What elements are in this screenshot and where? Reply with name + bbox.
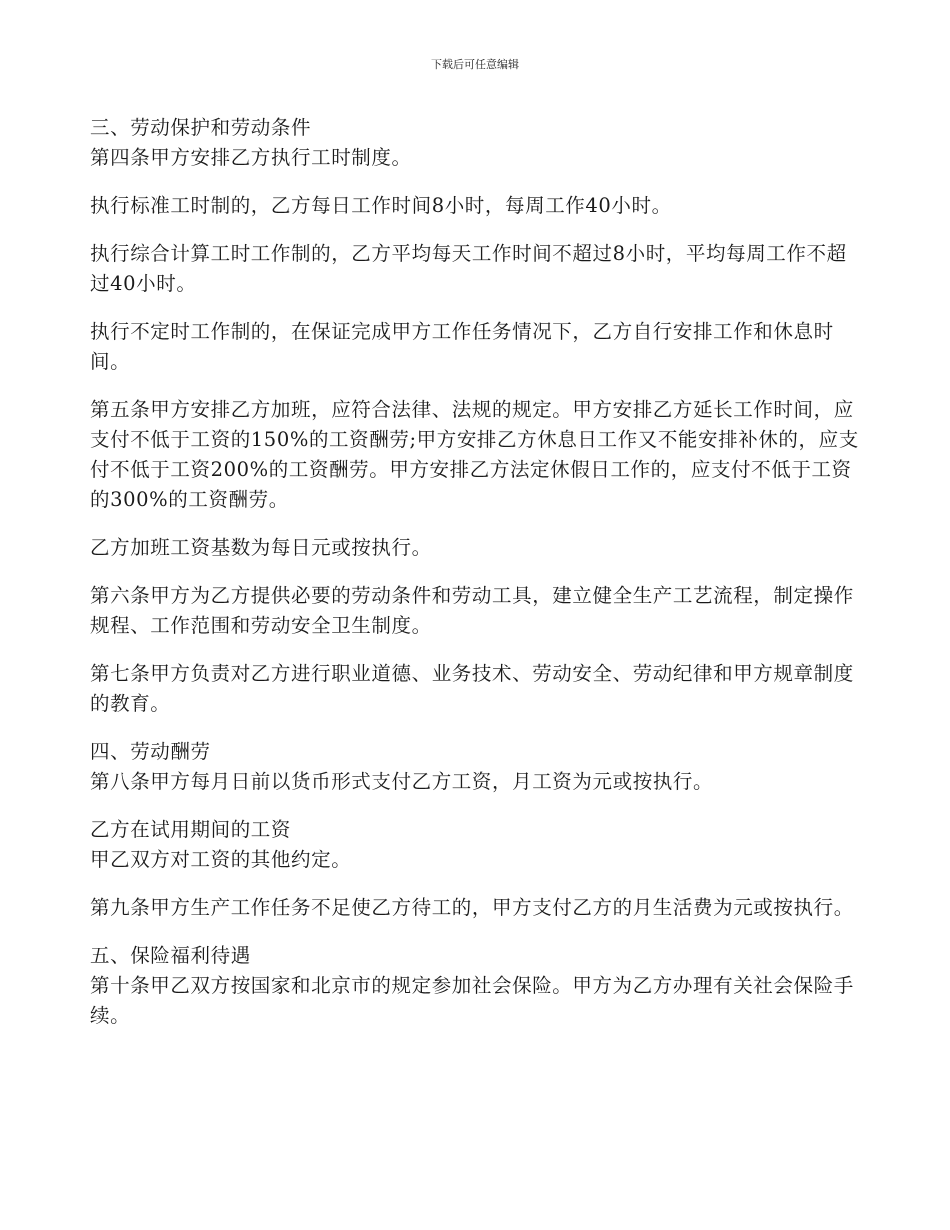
article-7: 第七条甲方负责对乙方进行职业道德、业务技术、劳动安全、劳动纪律和甲方规章制度的教育。 [90, 662, 854, 715]
document-body [90, 113, 862, 1049]
article-4: 第四条甲方安排乙方执行工时制度。 [90, 146, 412, 169]
article-5: 第五条甲方安排乙方加班，应符合法律、法规的规定。甲方安排乙方延长工作时间，应支付不低于工资的150%的工资酬劳;甲方安排乙方休息日工作又不能安排补休的，应支付不低于工资200%的工资酬劳。甲方安排乙方法定休假日工作的，应支付不低于工资的300%的工资酬劳。 [90, 398, 859, 511]
paragraph-comprehensive-hours: 执行综合计算工时工作制的，乙方平均每天工作时间不超过8小时，平均每周工作不超过40小时。 [90, 242, 847, 295]
section-heading-4: 四、劳动酬劳 [90, 740, 211, 763]
paragraph-flexible-hours: 执行不定时工作制的，在保证完成甲方工作任务情况下，乙方自行安排工作和休息时间。 [90, 320, 834, 373]
article-9: 第九条甲方生产工作任务不足使乙方待工的，甲方支付乙方的月生活费为元或按执行。 [90, 896, 854, 919]
paragraph-probation-wage: 乙方在试用期间的工资 [90, 818, 292, 841]
article-8: 第八条甲方每月日前以货币形式支付乙方工资，月工资为元或按执行。 [90, 770, 714, 793]
article-10: 第十条甲乙双方按国家和北京市的规定参加社会保险。甲方为乙方办理有关社会保险手续。 [90, 974, 854, 1027]
paragraph-other-wage-terms: 甲乙双方对工资的其他约定。 [90, 848, 352, 871]
paragraph-overtime-base: 乙方加班工资基数为每日元或按执行。 [90, 536, 432, 559]
page-header: 下载后可任意编辑 [431, 58, 519, 71]
section-heading-5: 五、保险福利待遇 [90, 944, 251, 967]
article-6: 第六条甲方为乙方提供必要的劳动条件和劳动工具，建立健全生产工艺流程，制定操作规程、工作范围和劳动安全卫生制度。 [90, 584, 854, 637]
paragraph-standard-hours: 执行标准工时制的，乙方每日工作时间8小时，每周工作40小时。 [90, 194, 672, 217]
section-heading-3: 三、劳动保护和劳动条件 [90, 116, 312, 139]
